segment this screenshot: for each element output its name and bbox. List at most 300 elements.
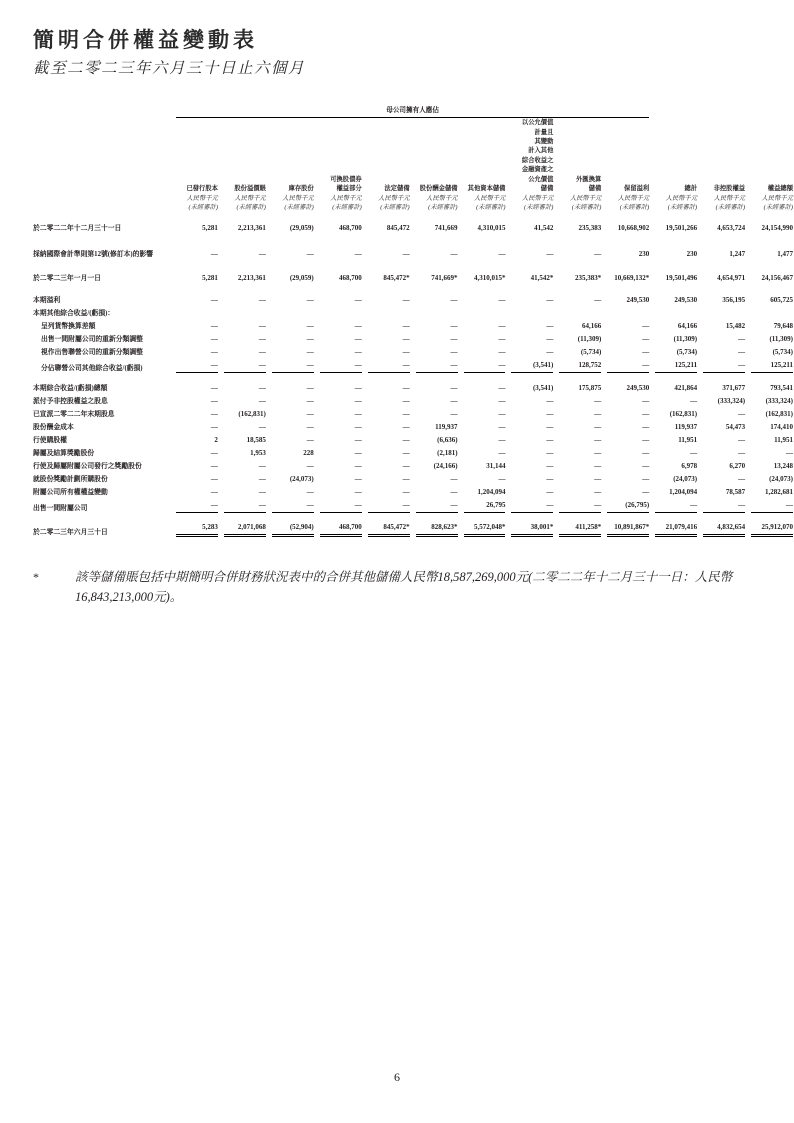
value-cell: 79,648 (773, 321, 793, 330)
value-cell: — (498, 448, 506, 457)
row-label: 出售一間附屬公司的重新分類調整 (41, 335, 143, 343)
value-cell: — (546, 334, 554, 343)
value-cell: 249,530 (626, 383, 650, 392)
value-cell: 2,213,361 (237, 223, 266, 232)
value-cell: 18,585 (246, 435, 266, 444)
value-cell: — (306, 347, 314, 356)
value-cell: 741,669 (434, 223, 458, 232)
value-cell: — (354, 435, 362, 444)
column-header (272, 184, 314, 212)
value-cell: — (498, 422, 506, 431)
value-cell: — (402, 448, 410, 457)
unit-label: 人民幣千元 (569, 194, 602, 202)
column-title-line: 法定儲備 (384, 185, 410, 193)
row-label: 於二零二三年一月一日 (33, 274, 101, 282)
value-cell: — (368, 501, 410, 513)
value-cell: 2 (214, 435, 218, 444)
footnote-marker: * (33, 569, 39, 584)
table-row (33, 475, 793, 484)
value-cell: — (594, 435, 602, 444)
value-cell: — (738, 409, 746, 418)
value-cell: 2,213,361 (237, 273, 266, 282)
value-cell: 1,204,094 (477, 487, 506, 496)
value-cell: — (738, 435, 746, 444)
value-cell: — (498, 321, 506, 330)
value-cell: (24,073) (289, 474, 314, 483)
value-cell: 235,383* (575, 273, 602, 282)
value-cell: — (306, 422, 314, 431)
value-cell: — (354, 295, 362, 304)
value-cell: 54,473 (725, 422, 746, 431)
value-cell: — (642, 422, 650, 431)
value-cell: 15,482 (725, 321, 746, 330)
value-cell: 128,752 (559, 361, 601, 373)
value-cell: — (402, 461, 410, 470)
value-cell: (2,181) (437, 448, 458, 457)
value-cell: — (738, 347, 746, 356)
value-cell: (6,636) (437, 435, 458, 444)
value-cell: 78,587 (725, 487, 746, 496)
table-row (33, 361, 793, 373)
value-cell: — (306, 321, 314, 330)
value-cell: — (354, 448, 362, 457)
value-cell: — (210, 422, 218, 431)
value-cell: — (450, 321, 458, 330)
value-cell: 249,530 (626, 295, 650, 304)
unit-label: 人民幣千元 (473, 194, 506, 202)
value-cell: — (306, 334, 314, 343)
value-cell: — (306, 461, 314, 470)
table-row (33, 523, 793, 537)
value-cell: — (402, 249, 410, 258)
value-cell: — (642, 409, 650, 418)
value-cell: — (642, 461, 650, 470)
row-label: 出售一間附屬公司 (33, 504, 88, 512)
value-cell: — (498, 383, 506, 392)
column-title-line: 以公允價值 (521, 119, 554, 127)
table-row (33, 462, 793, 471)
row-label: 本期其他綜合收益/(虧損)： (33, 309, 115, 317)
value-cell: — (546, 461, 554, 470)
value-cell: 31,144 (486, 461, 506, 470)
value-cell: 10,668,902 (617, 223, 650, 232)
unit-label: 人民幣千元 (234, 194, 266, 202)
value-cell: — (546, 321, 554, 330)
unaudited-label: (未經審計) (715, 204, 746, 212)
value-cell: (5,734) (580, 347, 602, 356)
value-cell: — (210, 448, 218, 457)
value-cell: 19,501,266 (665, 223, 698, 232)
value-cell: — (546, 448, 554, 457)
column-title-line: 股份溢價賬 (234, 185, 266, 193)
value-cell: — (402, 422, 410, 431)
value-cell: — (738, 474, 746, 483)
column-title-line: 可換股債券 (330, 175, 362, 183)
column-header (559, 175, 601, 213)
value-cell: — (354, 461, 362, 470)
value-cell: 468,700 (338, 223, 362, 232)
column-header (464, 184, 506, 212)
value-cell: 356,195 (722, 295, 746, 304)
value-cell: — (176, 361, 218, 373)
table-row (33, 322, 793, 331)
value-cell: 1,477 (777, 249, 793, 258)
value-cell: — (559, 501, 601, 513)
value-cell: 24,156,467 (761, 273, 793, 282)
column-title-line: 股份酬金儲備 (419, 185, 458, 193)
value-cell: — (546, 347, 554, 356)
value-cell: — (210, 474, 218, 483)
column-title-line: 外匯換算 (576, 175, 602, 183)
column-header (368, 184, 410, 212)
column-title-line: 金融資產之 (521, 166, 554, 174)
table-row (33, 250, 793, 259)
value-cell: — (258, 487, 266, 496)
value-cell: 468,700 (338, 273, 362, 282)
value-cell: — (224, 501, 266, 513)
value-cell: 4,654,971 (717, 273, 746, 282)
unit-label: 人民幣千元 (186, 194, 218, 202)
column-title-line: 總計 (684, 185, 698, 193)
value-cell: (3,541) (532, 383, 554, 392)
value-cell: — (642, 396, 650, 405)
row-label: 股份酬金成本 (33, 423, 74, 431)
row-label: 視作出售聯營公司的重新分類調整 (41, 348, 143, 356)
value-cell: (333,324) (717, 396, 746, 405)
value-cell: 793,541 (770, 383, 793, 392)
value-cell: — (498, 435, 506, 444)
column-header (751, 184, 793, 212)
value-cell: 64,166 (582, 321, 602, 330)
value-cell: (333,324) (765, 396, 793, 405)
value-cell: 411,258* (559, 523, 601, 537)
value-cell: 2,071,068 (224, 523, 266, 537)
value-cell: 249,530 (674, 295, 698, 304)
value-cell: — (450, 334, 458, 343)
value-cell: 38,001* (511, 523, 553, 537)
value-cell: 5,283 (176, 523, 218, 537)
document-subtitle: 截至二零二三年六月三十日止六個月 (33, 60, 306, 78)
unaudited-label: (未經審計) (428, 204, 458, 212)
column-title-line: 權益部分 (336, 185, 362, 193)
unaudited-label: (未經審計) (619, 204, 650, 212)
value-cell: — (498, 347, 506, 356)
value-cell: 230 (638, 249, 650, 258)
value-cell: — (416, 501, 458, 513)
value-cell: (52,904) (272, 523, 314, 537)
value-cell: 11,951 (678, 435, 698, 444)
value-cell: 6,978 (681, 461, 698, 470)
value-cell: — (416, 361, 458, 373)
page-number: 6 (394, 1070, 400, 1084)
value-cell: — (258, 474, 266, 483)
value-cell: — (402, 334, 410, 343)
value-cell: (29,059) (289, 223, 314, 232)
value-cell: — (320, 361, 362, 373)
value-cell: — (306, 383, 314, 392)
value-cell: — (594, 295, 602, 304)
row-label: 呈列貨幣換算差額 (41, 322, 96, 330)
value-cell: 21,079,416 (655, 523, 697, 537)
value-cell: — (272, 501, 314, 513)
document-title: 簡明合併權益變動表 (33, 28, 258, 52)
value-cell: — (210, 249, 218, 258)
unit-label: 人民幣千元 (617, 194, 650, 202)
value-cell: — (546, 396, 554, 405)
value-cell: — (354, 334, 362, 343)
value-cell: — (642, 474, 650, 483)
value-cell: — (354, 422, 362, 431)
value-cell: — (402, 435, 410, 444)
value-cell: — (402, 487, 410, 496)
value-cell: — (306, 295, 314, 304)
value-cell: — (354, 321, 362, 330)
value-cell: — (594, 461, 602, 470)
value-cell: — (642, 321, 650, 330)
column-header (224, 184, 266, 212)
value-cell: — (210, 487, 218, 496)
value-cell: — (210, 347, 218, 356)
value-cell: (5,734) (772, 347, 793, 356)
table-row (33, 296, 793, 305)
value-cell: 119,937 (674, 422, 698, 431)
table-body (33, 224, 793, 537)
value-cell: (26,795) (607, 501, 649, 513)
table-row (33, 309, 793, 318)
column-header (655, 184, 697, 212)
value-cell: (162,831) (238, 409, 266, 418)
value-cell: — (594, 396, 602, 405)
value-cell: — (546, 487, 554, 496)
row-label: 附屬公司所有權權益變動 (33, 488, 108, 496)
value-cell: 125,211 (751, 361, 793, 373)
value-cell: 24,154,990 (761, 223, 793, 232)
unaudited-label: (未經審計) (380, 204, 410, 212)
value-cell: 1,204,094 (669, 487, 698, 496)
value-cell: 230 (686, 249, 698, 258)
value-cell: — (354, 487, 362, 496)
table-row (33, 488, 793, 497)
value-cell: — (655, 501, 697, 513)
unaudited-label: (未經審計) (763, 204, 793, 212)
unaudited-label: (未經審計) (332, 204, 362, 212)
footnote-text: 該等儲備賬包括中期簡明合併財務狀況表中的合併其他儲備人民幣18,587,269,000元(二零二二年十二月三十一日：人民幣16,843,213,000元)。 (75, 569, 733, 604)
row-label: 本期綜合收益/(虧損)總額 (33, 384, 108, 392)
value-cell: — (450, 409, 458, 418)
unit-label: 人民幣千元 (665, 194, 698, 202)
table-row (33, 384, 793, 393)
value-cell: 845,472* (383, 273, 410, 282)
value-cell: — (258, 383, 266, 392)
column-title-line: 公允價值 (528, 175, 554, 183)
value-cell: — (594, 448, 602, 457)
column-title-line: 儲備 (588, 185, 602, 193)
value-cell: — (402, 321, 410, 330)
column-title-line: 其他資本儲備 (467, 185, 506, 193)
value-cell: — (703, 501, 745, 513)
value-cell: 1,247 (729, 249, 746, 258)
column-header (176, 184, 218, 212)
value-cell: (11,309) (577, 334, 602, 343)
value-cell: — (498, 295, 506, 304)
unaudited-label: (未經審計) (476, 204, 506, 212)
span-header-row (33, 104, 793, 118)
column-title-line: 權益總額 (767, 185, 793, 193)
value-cell: 64,166 (677, 321, 698, 330)
value-cell: — (498, 396, 506, 405)
unit-label: 人民幣千元 (713, 194, 746, 202)
value-cell: 845,472* (368, 523, 410, 537)
value-cell: — (258, 249, 266, 258)
table-row (33, 501, 793, 513)
value-cell: — (258, 347, 266, 356)
value-cell: 26,795 (464, 501, 506, 513)
value-cell: — (402, 396, 410, 405)
row-label: 已宣派二零二二年末期股息 (33, 410, 115, 418)
value-cell: — (464, 361, 506, 373)
column-title-line: 已發行股本 (186, 185, 218, 193)
unit-label: 人民幣千元 (521, 194, 554, 202)
row-label: 派付予非控股權益之股息 (33, 397, 108, 405)
value-cell: — (642, 334, 650, 343)
value-cell: — (498, 249, 506, 258)
value-cell: — (306, 409, 314, 418)
value-cell: — (258, 396, 266, 405)
column-title-line: 保留溢利 (624, 185, 650, 193)
unaudited-label: (未經審計) (571, 204, 602, 212)
table-row (33, 397, 793, 406)
value-cell: — (354, 383, 362, 392)
value-cell: 228 (303, 448, 314, 457)
value-cell: (162,831) (669, 409, 698, 418)
unit-label: 人民幣千元 (426, 194, 458, 202)
row-label: 採納國際會計準則第12號(修訂本)的影響 (33, 250, 154, 258)
table-row (33, 449, 793, 458)
value-cell: 10,669,132* (614, 273, 650, 282)
value-cell: — (306, 487, 314, 496)
value-cell: (5,734) (676, 347, 698, 356)
value-cell: 5,281 (202, 273, 218, 282)
value-cell: — (354, 249, 362, 258)
value-cell: — (224, 361, 266, 373)
value-cell: 741,669* (431, 273, 458, 282)
value-cell: 19,501,496 (665, 273, 698, 282)
value-cell: 175,875 (578, 383, 602, 392)
value-cell: 371,677 (722, 383, 746, 392)
unit-label: 人民幣千元 (282, 194, 314, 202)
value-cell: — (703, 361, 745, 373)
value-cell: — (258, 461, 266, 470)
column-title-line: 綜合收益之 (521, 156, 554, 164)
column-title-line: 計量且 (534, 128, 554, 136)
value-cell: (3,541) (511, 361, 553, 373)
footnote (33, 567, 759, 607)
row-label: 行使購股權 (33, 436, 67, 444)
row-label: 行使及歸屬附屬公司發行之獎勵股份 (33, 462, 142, 470)
value-cell: — (306, 249, 314, 258)
value-cell: — (320, 501, 362, 513)
value-cell: (162,831) (765, 409, 793, 418)
value-cell: — (594, 249, 602, 258)
value-cell: — (258, 334, 266, 343)
value-cell: 41,542 (534, 223, 554, 232)
row-label: 就股份獎勵計劃所購股份 (33, 475, 108, 483)
value-cell: — (546, 474, 554, 483)
value-cell: — (210, 409, 218, 418)
value-cell: — (306, 396, 314, 405)
column-header (320, 175, 362, 213)
value-cell: — (498, 334, 506, 343)
value-cell: — (642, 435, 650, 444)
value-cell: — (368, 361, 410, 373)
value-cell: — (450, 347, 458, 356)
value-cell: — (546, 435, 554, 444)
column-title-line: 其變動 (534, 138, 554, 146)
value-cell: — (690, 396, 698, 405)
value-cell: — (210, 383, 218, 392)
equity-statement-table (33, 104, 793, 536)
value-cell: 1,282,681 (764, 487, 793, 496)
value-cell: — (642, 487, 650, 496)
value-cell: 4,310,015 (477, 223, 506, 232)
row-label: 於二零二三年六月三十日 (33, 528, 108, 536)
value-cell: — (546, 409, 554, 418)
unaudited-label: (未經審計) (236, 204, 266, 212)
value-cell: — (642, 448, 650, 457)
value-cell: (24,166) (433, 461, 458, 470)
column-header-row (33, 118, 793, 212)
value-cell: — (594, 474, 602, 483)
column-header (607, 184, 649, 212)
value-cell: 13,248 (773, 461, 793, 470)
value-cell: (11,309) (769, 334, 793, 343)
value-cell: — (210, 396, 218, 405)
value-cell: — (498, 409, 506, 418)
unaudited-label: (未經審計) (188, 204, 218, 212)
value-cell: 119,937 (435, 422, 458, 431)
value-cell: 4,653,724 (717, 223, 746, 232)
value-cell: (11,309) (673, 334, 698, 343)
table-row (33, 224, 793, 233)
value-cell: — (176, 501, 218, 513)
row-label: 分佔聯營公司其他綜合收益/(虧損) (41, 364, 143, 372)
value-cell: 25,912,070 (751, 523, 793, 537)
value-cell: — (258, 422, 266, 431)
table-row (33, 436, 793, 445)
value-cell: — (450, 487, 458, 496)
value-cell: 1,953 (250, 448, 266, 457)
value-cell: — (450, 295, 458, 304)
value-cell: — (546, 422, 554, 431)
column-title-line: 計入其他 (528, 147, 554, 155)
value-cell: — (210, 295, 218, 304)
value-cell: (24,073) (673, 474, 698, 483)
value-cell: 174,410 (770, 422, 793, 431)
value-cell: — (594, 422, 602, 431)
value-cell: — (402, 474, 410, 483)
value-cell: — (210, 321, 218, 330)
column-title-line: 庫存股份 (288, 185, 314, 193)
value-cell: — (498, 474, 506, 483)
table-row (33, 274, 793, 283)
row-label: 歸屬及結算獎勵股份 (33, 449, 95, 457)
value-cell: 845,472 (386, 223, 410, 232)
unit-label: 人民幣千元 (378, 194, 410, 202)
value-cell: — (210, 334, 218, 343)
value-cell: — (258, 295, 266, 304)
value-cell: — (402, 383, 410, 392)
column-header (511, 118, 553, 212)
